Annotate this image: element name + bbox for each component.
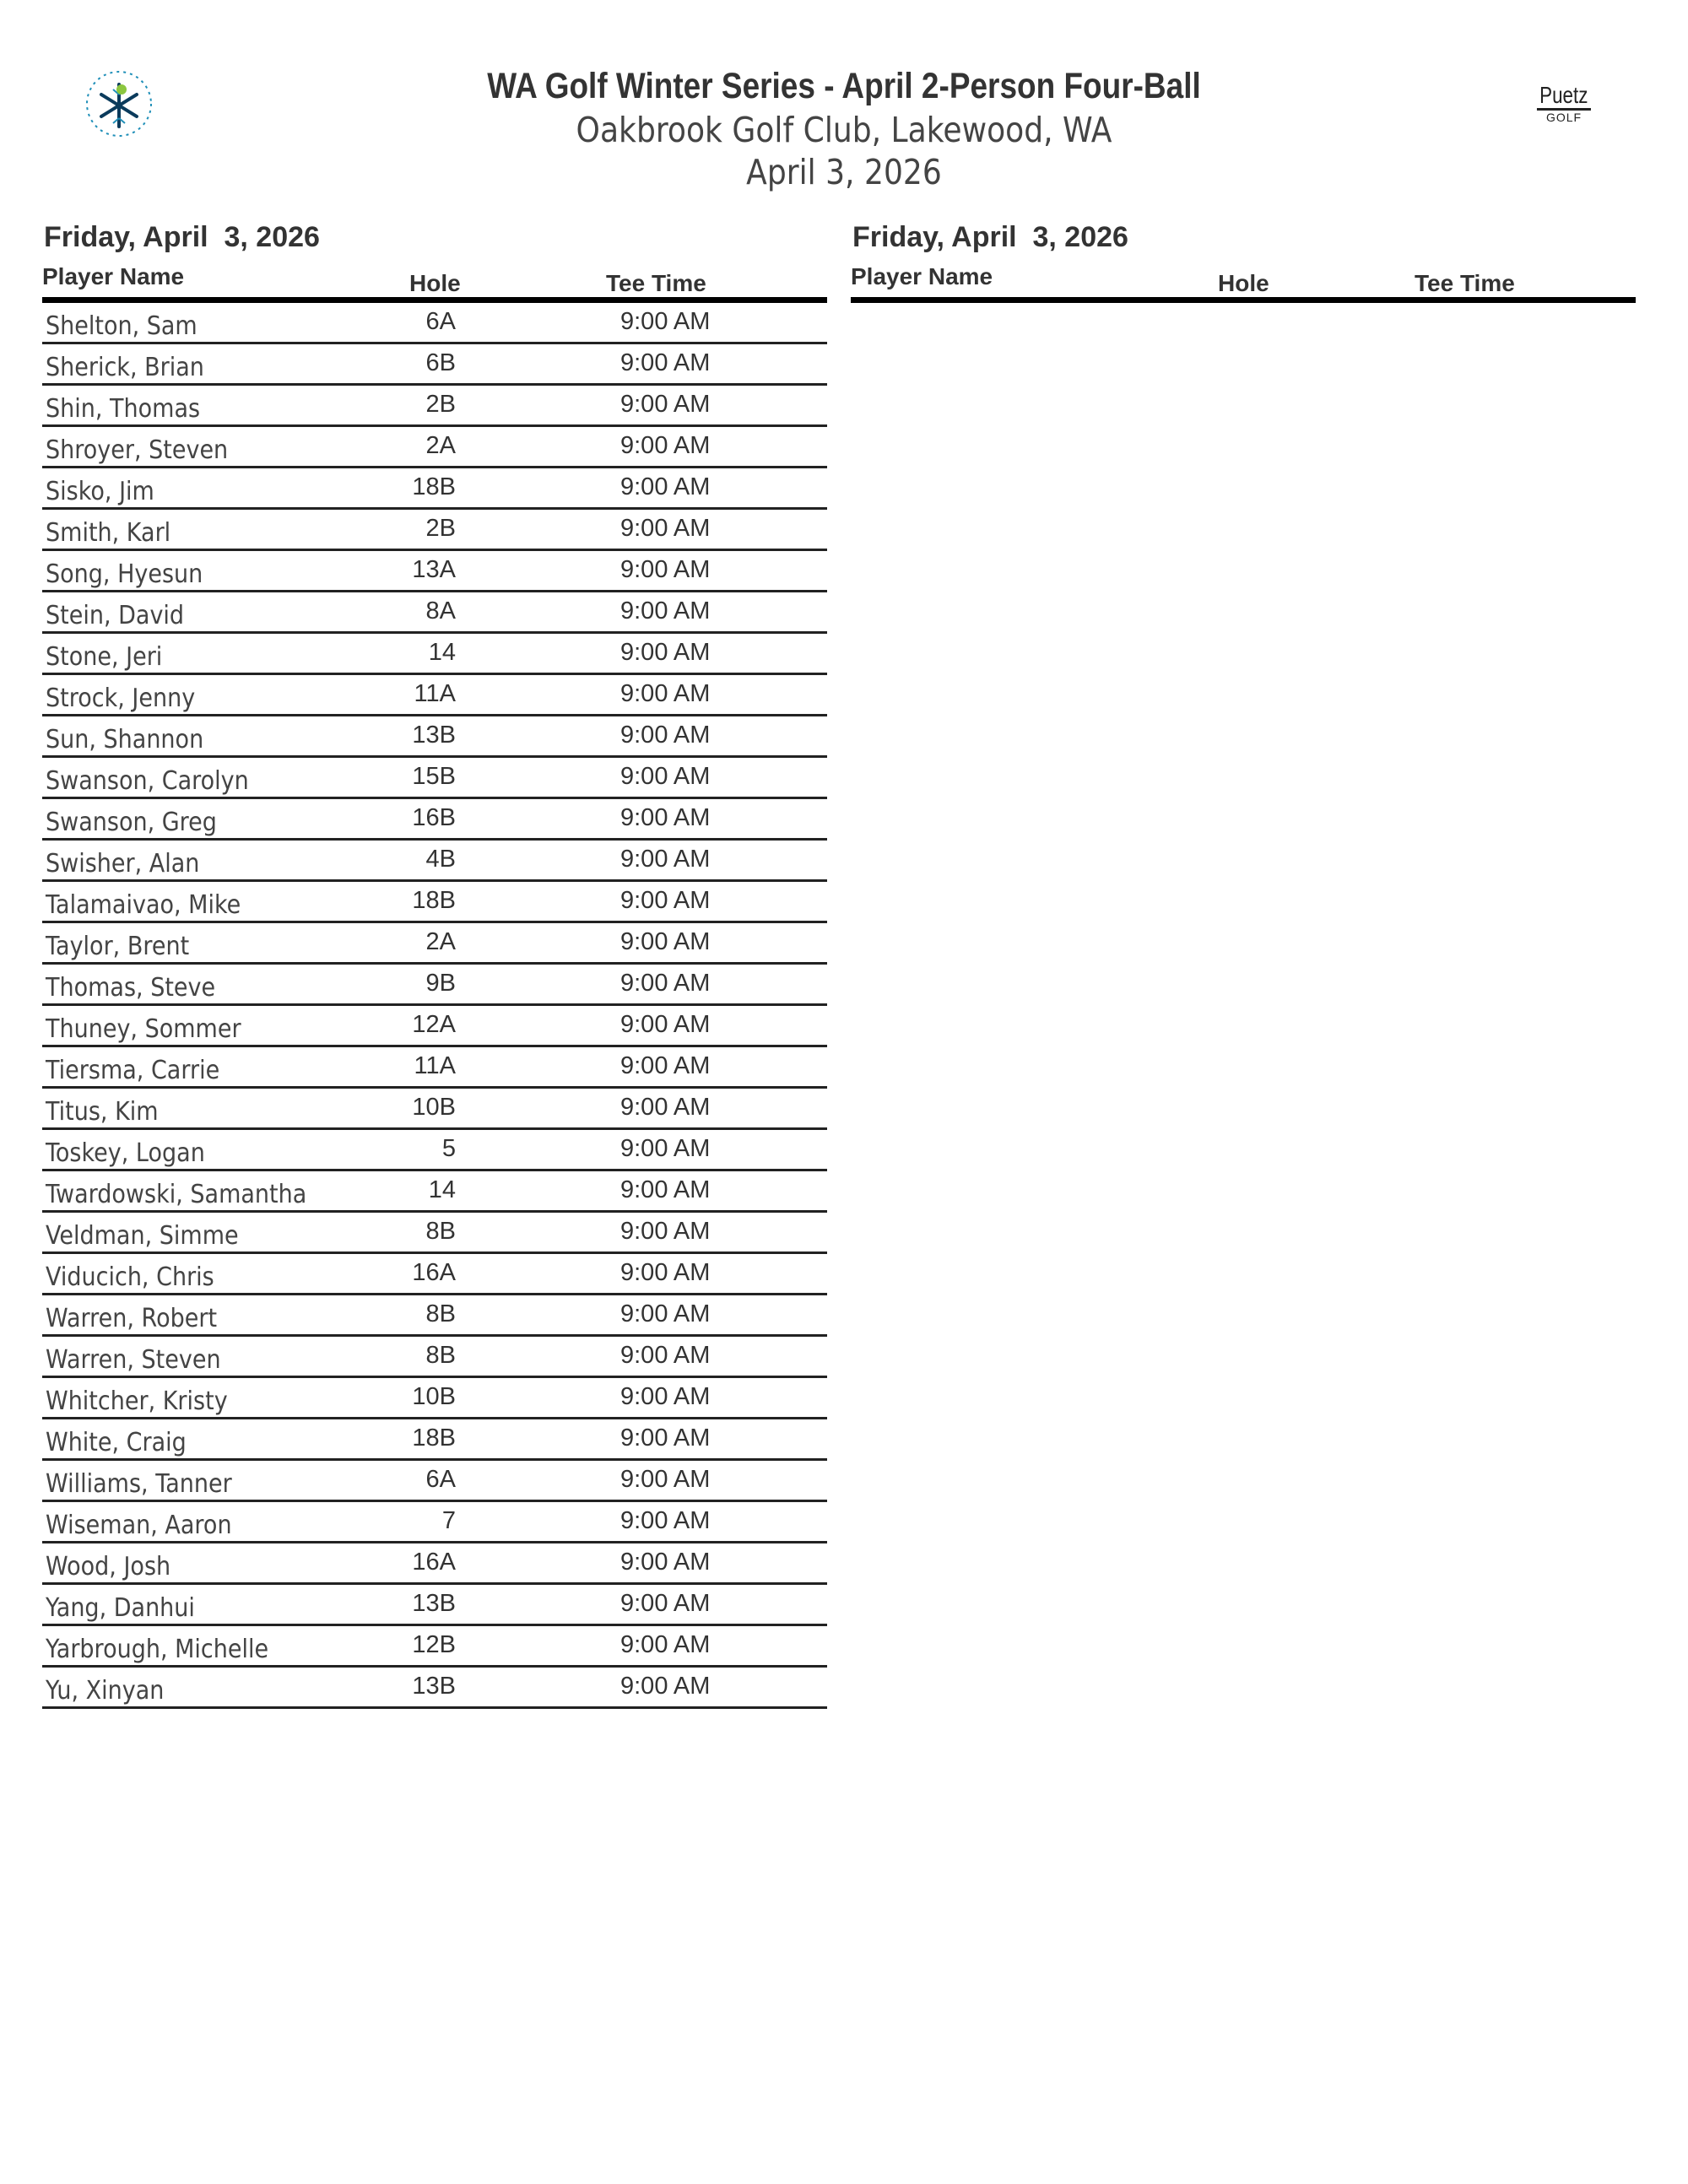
tee-time: 9:00 AM: [620, 887, 711, 914]
player-name: Yang, Danhui: [46, 1593, 195, 1623]
tee-sheet-table-right: [851, 221, 1636, 303]
player-name: Song, Hyesun: [46, 560, 203, 589]
table-row: [42, 716, 827, 758]
player-name: Shelton, Sam: [46, 311, 197, 341]
player-name: Stone, Jeri: [46, 642, 163, 672]
table-row: [42, 1668, 827, 1709]
player-name: Wood, Josh: [46, 1552, 171, 1581]
table-header: [851, 262, 1636, 303]
hole: 10B: [412, 1094, 456, 1121]
table-row: [42, 1626, 827, 1668]
player-name: Thomas, Steve: [46, 973, 216, 1003]
table-row: [42, 1461, 827, 1502]
tee-time: 9:00 AM: [620, 1673, 711, 1700]
table-row: [42, 1047, 827, 1089]
hole: 7: [441, 1507, 456, 1534]
tee-sheet-table-left: [42, 221, 827, 1709]
table-row: [42, 1337, 827, 1378]
player-name: Swisher, Alan: [46, 849, 200, 878]
tee-time: 9:00 AM: [620, 515, 711, 542]
column-header-player-name: Player Name: [851, 263, 993, 289]
tee-time: 9:00 AM: [620, 1218, 711, 1245]
tee-time: 9:00 AM: [620, 1507, 711, 1534]
tee-time: 9:00 AM: [620, 846, 711, 873]
hole: 8B: [425, 1218, 456, 1245]
player-name: Viducich, Chris: [46, 1262, 214, 1292]
player-name: Swanson, Carolyn: [46, 766, 249, 796]
player-name: Twardowski, Samantha: [46, 1180, 307, 1209]
hole: 2A: [425, 928, 456, 955]
hole: 2B: [425, 391, 456, 418]
player-name: Yu, Xinyan: [46, 1676, 165, 1706]
player-name: White, Craig: [46, 1428, 187, 1457]
tee-time: 9:00 AM: [620, 1590, 711, 1617]
player-name: Swanson, Greg: [46, 808, 217, 837]
player-name: Stein, David: [46, 601, 185, 630]
hole: 13B: [412, 1673, 456, 1700]
player-name: Sisko, Jim: [46, 477, 154, 506]
tee-time: 9:00 AM: [620, 1300, 711, 1327]
hole: 18B: [412, 473, 456, 500]
table-row: [42, 386, 827, 427]
tee-time: 9:00 AM: [620, 1466, 711, 1493]
player-name: Whitcher, Kristy: [46, 1387, 228, 1416]
table-row: [42, 923, 827, 965]
tee-time: 9:00 AM: [620, 804, 711, 831]
column-header-hole: Hole: [1218, 270, 1269, 296]
hole: 9B: [425, 970, 456, 997]
column-header-tee-time: Tee Time: [1415, 270, 1515, 296]
table-row: [42, 592, 827, 634]
tee-time: 9:00 AM: [620, 473, 711, 500]
table-row: [42, 1419, 827, 1461]
hole: 16A: [412, 1259, 456, 1286]
table-row: [42, 427, 827, 468]
table-row: [42, 799, 827, 841]
hole: 12A: [412, 1011, 456, 1038]
table-row: [42, 468, 827, 510]
table-day-heading: Friday, April 3, 2026: [44, 221, 320, 253]
hole: 2B: [425, 515, 456, 542]
player-name: Taylor, Brent: [46, 932, 190, 961]
table-row: [42, 1543, 827, 1585]
tee-time: 9:00 AM: [620, 1424, 711, 1451]
table-row: [42, 551, 827, 592]
tee-time: 9:00 AM: [620, 308, 711, 335]
table-row: [42, 1378, 827, 1419]
tee-time: 9:00 AM: [620, 432, 711, 459]
tee-time: 9:00 AM: [620, 597, 711, 624]
player-name: Titus, Kim: [46, 1097, 159, 1127]
hole: 16A: [412, 1549, 456, 1576]
tee-time: 9:00 AM: [620, 556, 711, 583]
tee-time: 9:00 AM: [620, 349, 711, 376]
player-name: Sherick, Brian: [46, 353, 204, 382]
table-row: [42, 1006, 827, 1047]
tee-time: 9:00 AM: [620, 1176, 711, 1203]
hole: 14: [428, 1176, 456, 1203]
hole: 11A: [414, 680, 456, 707]
hole: 16B: [412, 804, 456, 831]
player-name: Wiseman, Aaron: [46, 1511, 232, 1540]
tee-time: 9:00 AM: [620, 1549, 711, 1576]
player-name: Talamaivao, Mike: [46, 890, 241, 920]
hole: 10B: [412, 1383, 456, 1410]
puetz-logo-text: Puetz: [1537, 83, 1591, 111]
column-header-tee-time: Tee Time: [606, 270, 706, 296]
table-row: [42, 1130, 827, 1171]
player-name: Yarbrough, Michelle: [46, 1635, 269, 1664]
hole: 6A: [425, 308, 456, 335]
table-row: [42, 1089, 827, 1130]
tee-time: 9:00 AM: [620, 1052, 711, 1079]
tee-time: 9:00 AM: [620, 1383, 711, 1410]
player-name: Tiersma, Carrie: [46, 1056, 220, 1085]
player-name: Warren, Steven: [46, 1345, 221, 1375]
table-header: [42, 262, 827, 303]
hole: 5: [441, 1135, 456, 1162]
hole: 11A: [414, 1052, 456, 1079]
tee-time: 9:00 AM: [620, 391, 711, 418]
player-name: Shin, Thomas: [46, 394, 201, 424]
table-row: [42, 758, 827, 799]
hole: 12B: [412, 1631, 456, 1658]
puetz-logo-subtext: GOLF: [1545, 111, 1582, 124]
hole: 8A: [425, 597, 456, 624]
table-day-heading: Friday, April 3, 2026: [852, 221, 1128, 253]
table-row: [42, 510, 827, 551]
hole: 13A: [412, 556, 456, 583]
tee-time: 9:00 AM: [620, 763, 711, 790]
page-title: WA Golf Winter Series - April 2-Person Four-Ball: [487, 66, 1201, 106]
table-row: [42, 634, 827, 675]
table-row: [42, 1585, 827, 1626]
table-row: [42, 1254, 827, 1295]
table-row: [42, 1213, 827, 1254]
tee-time: 9:00 AM: [620, 722, 711, 749]
tee-time: 9:00 AM: [620, 639, 711, 666]
player-name: Shroyer, Steven: [46, 435, 229, 465]
tee-time: 9:00 AM: [620, 680, 711, 707]
player-name: Veldman, Simme: [46, 1221, 239, 1251]
table-row: [42, 1502, 827, 1543]
hole: 6B: [425, 349, 456, 376]
tee-time: 9:00 AM: [620, 1259, 711, 1286]
table-row: [42, 841, 827, 882]
hole: 18B: [412, 1424, 456, 1451]
table-row: [42, 675, 827, 716]
tee-time: 9:00 AM: [620, 1631, 711, 1658]
player-name: Williams, Tanner: [46, 1469, 232, 1499]
player-name: Thuney, Sommer: [46, 1014, 241, 1044]
tee-time: 9:00 AM: [620, 1135, 711, 1162]
hole: 15B: [412, 763, 456, 790]
player-name: Sun, Shannon: [46, 725, 204, 754]
tee-time: 9:00 AM: [620, 1342, 711, 1369]
hole: 14: [428, 639, 456, 666]
hole: 18B: [412, 887, 456, 914]
tee-time: 9:00 AM: [620, 1011, 711, 1038]
venue: Oakbrook Golf Club, Lakewood, WA: [576, 110, 1112, 150]
table-row: [42, 882, 827, 923]
hole: 13B: [412, 1590, 456, 1617]
hole: 2A: [425, 432, 456, 459]
tee-time: 9:00 AM: [620, 1094, 711, 1121]
player-name: Toskey, Logan: [46, 1138, 205, 1168]
hole: 4B: [425, 846, 456, 873]
table-row: [42, 344, 827, 386]
table-row: [42, 965, 827, 1006]
table-row: [42, 1295, 827, 1337]
table-body: [42, 303, 827, 1709]
table-row: [42, 303, 827, 344]
hole: 13B: [412, 722, 456, 749]
player-name: Smith, Karl: [46, 518, 171, 548]
hole: 8B: [425, 1300, 456, 1327]
tee-time: 9:00 AM: [620, 970, 711, 997]
hole: 6A: [425, 1466, 456, 1493]
column-header-hole: Hole: [409, 270, 461, 296]
player-name: Warren, Robert: [46, 1304, 218, 1333]
column-header-player-name: Player Name: [42, 263, 185, 289]
player-name: Strock, Jenny: [46, 684, 196, 713]
hole: 8B: [425, 1342, 456, 1369]
tee-time: 9:00 AM: [620, 928, 711, 955]
event-date: April 3, 2026: [746, 152, 942, 192]
table-row: [42, 1171, 827, 1213]
